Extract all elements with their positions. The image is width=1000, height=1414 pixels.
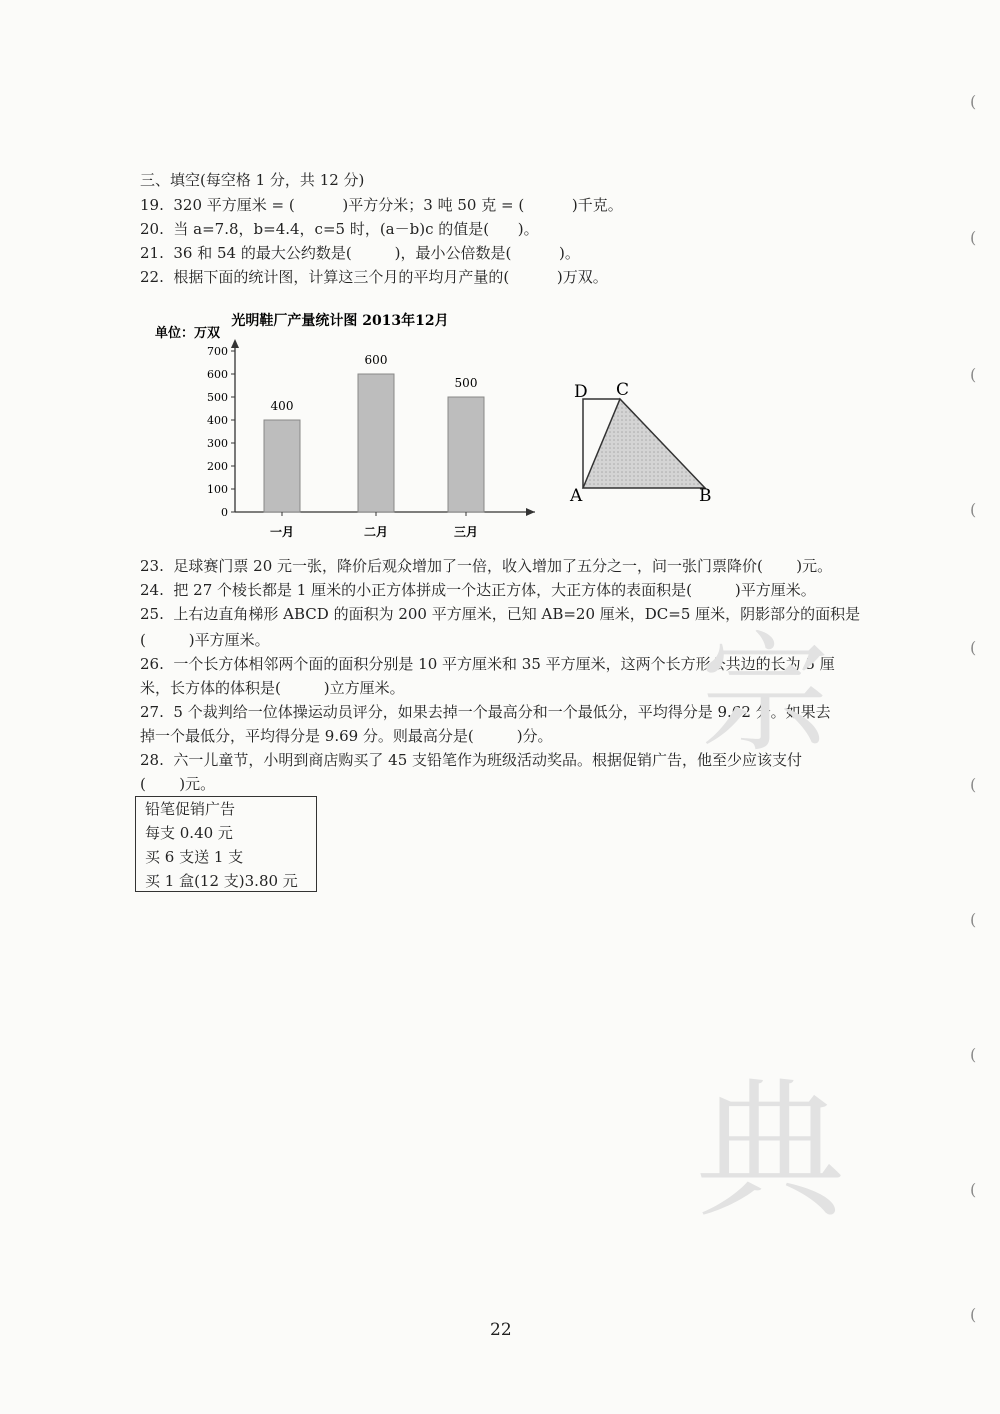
question-26: 26. 一个长方体相邻两个面的面积分别是 10 平方厘米和 35 平方厘米，这两个长方形公共边的长为 5 厘: [140, 655, 835, 673]
question-25: 25. 上右边直角梯形 ABCD 的面积为 200 平方厘米，已知 AB=20 厘米，DC=5 厘米，阴影部分的面积是: [140, 605, 861, 623]
vertex-d-label: D: [574, 382, 588, 402]
y-tick-label: 700: [207, 345, 228, 358]
question-25-cont: ( )平方厘米。: [140, 631, 270, 649]
trapezoid-figure: [565, 375, 725, 505]
x-category-label: 二月: [363, 525, 389, 539]
y-tick-label: 400: [207, 414, 228, 427]
vertex-b-label: B: [699, 486, 712, 505]
binding-mark: (: [970, 1180, 977, 1199]
question-27: 27. 5 个裁判给一位体操运动员评分，如果去掉一个最高分和一个最低分，平均得分是 9.62 分。如果去: [140, 703, 831, 721]
binding-mark: (: [970, 775, 977, 794]
promo-line: 每支 0.40 元: [145, 824, 233, 842]
x-axis-arrow: [526, 508, 535, 516]
question-21: 21. 36 和 54 的最大公约数是( )，最小公倍数是( )。: [140, 244, 580, 262]
promo-line: 买 1 盒(12 支)3.80 元: [145, 872, 298, 890]
y-tick-label: 300: [207, 437, 228, 450]
bar-value-label: 500: [454, 376, 478, 390]
question-23: 23. 足球赛门票 20 元一张，降价后观众增加了一倍，收入增加了五分之一，问一张门票降价( )元。: [140, 557, 833, 575]
page-number: 22: [490, 1320, 512, 1340]
bar-value-label: 600: [364, 353, 388, 367]
watermark-char: 宗: [700, 618, 831, 770]
section-title: 三、填空(每空格 1 分，共 12 分): [140, 171, 365, 189]
binding-mark: (: [970, 910, 977, 929]
question-28-cont: ( )元。: [140, 775, 216, 793]
vertex-a-label: A: [570, 486, 583, 505]
y-tick-label: 100: [207, 483, 228, 496]
binding-mark: (: [970, 1045, 977, 1064]
question-28: 28. 六一儿童节，小明到商店购买了 45 支铅笔作为班级活动奖品。根据促销广告，他至少应该支付: [140, 751, 803, 769]
binding-mark: (: [970, 500, 977, 519]
question-22: 22. 根据下面的统计图，计算这三个月的平均月产量的( )万双。: [140, 268, 608, 286]
y-tick-label: 200: [207, 460, 228, 473]
question-27-cont: 掉一个最低分，平均得分是 9.69 分。则最高分是( )分。: [140, 727, 553, 745]
bar: [358, 374, 394, 512]
pencil-promo-box: [135, 796, 317, 892]
production-chart: [150, 300, 550, 550]
question-19: 19. 320 平方厘米 = ( )平方分米；3 吨 50 克 = ( )千克。: [140, 196, 623, 214]
x-category-label: 一月: [269, 525, 295, 539]
watermark-char: 典: [695, 1065, 846, 1239]
bar-value-label: 400: [270, 399, 294, 413]
binding-mark: (: [970, 1305, 977, 1324]
binding-mark: (: [970, 228, 977, 247]
binding-mark: (: [970, 92, 977, 111]
chart-unit-label: 单位：万双: [155, 326, 221, 341]
promo-line: 买 6 支送 1 支: [145, 848, 244, 866]
bar: [264, 420, 300, 512]
trapezoid-diagram: [565, 375, 725, 505]
y-axis-arrow: [231, 339, 239, 348]
y-tick-label: 0: [221, 506, 228, 519]
shaded-triangle: [583, 399, 705, 488]
binding-mark: (: [970, 365, 977, 384]
question-26-cont: 米，长方体的体积是( )立方厘米。: [140, 679, 405, 697]
question-24: 24. 把 27 个棱长都是 1 厘米的小正方体拼成一个达正方体，大正方体的表面积是( )平方厘米。: [140, 581, 816, 599]
chart-title: 光明鞋厂产量统计图 2013年12月: [231, 313, 449, 329]
question-20: 20. 当 a=7.8，b=4.4，c=5 时，(a－b)c 的值是( )。: [140, 220, 539, 238]
promo-title: 铅笔促销广告: [145, 800, 236, 818]
vertex-c-label: C: [616, 380, 630, 400]
bar-chart: [150, 300, 550, 550]
y-tick-label: 500: [207, 391, 228, 404]
binding-mark: (: [970, 638, 977, 657]
y-tick-label: 600: [207, 368, 228, 381]
bar: [448, 397, 484, 512]
x-category-label: 三月: [453, 525, 479, 539]
